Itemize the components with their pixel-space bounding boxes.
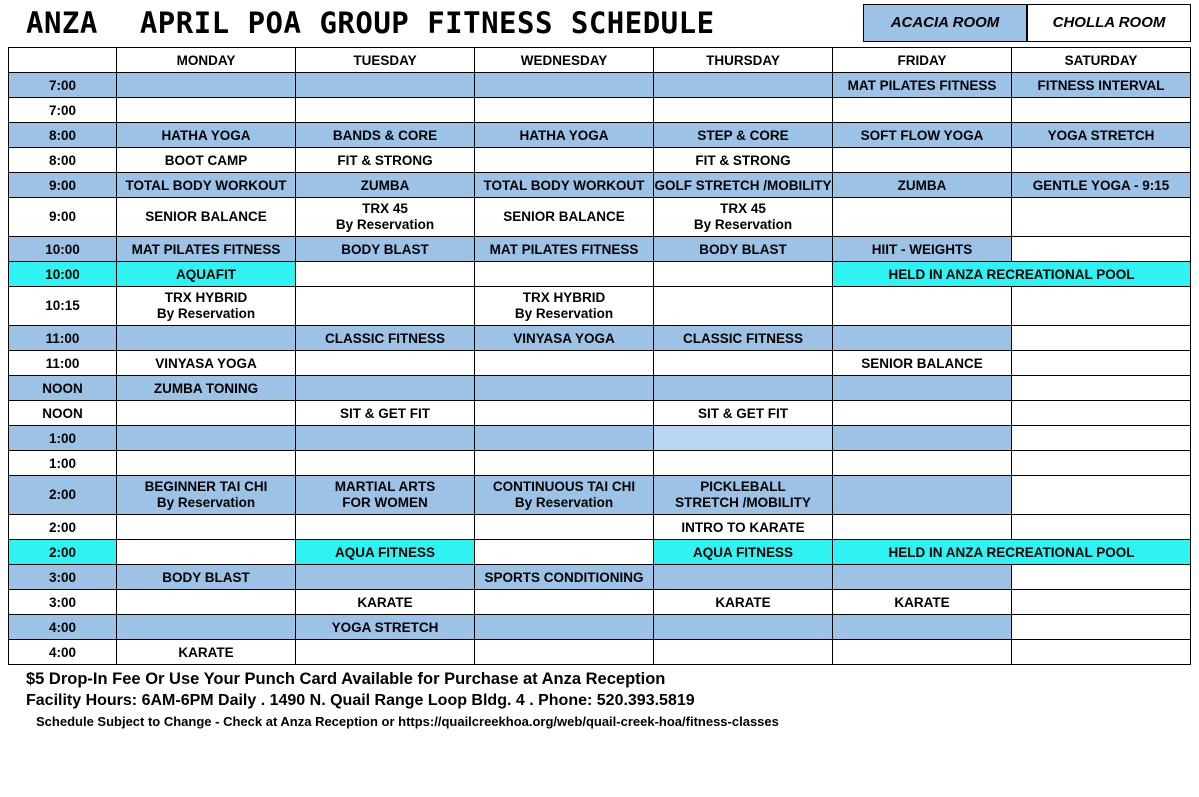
table-row bbox=[9, 515, 1191, 540]
class-cell: TOTAL BODY WORKOUT bbox=[475, 173, 654, 198]
day-header-thursday: THURSDAY bbox=[654, 48, 833, 73]
class-cell bbox=[475, 590, 654, 615]
class-cell: MAT PILATES FITNESS bbox=[475, 237, 654, 262]
class-cell bbox=[1012, 426, 1191, 451]
time-cell: 7:00 bbox=[9, 73, 117, 98]
day-header-tuesday: TUESDAY bbox=[296, 48, 475, 73]
class-cell bbox=[1012, 451, 1191, 476]
class-cell: BODY BLAST bbox=[296, 237, 475, 262]
class-cell bbox=[1012, 590, 1191, 615]
class-cell bbox=[654, 451, 833, 476]
page-title bbox=[8, 4, 715, 40]
class-cell bbox=[475, 287, 654, 326]
room-legend bbox=[863, 4, 1191, 42]
class-note: STRETCH /MOBILITY bbox=[675, 495, 811, 510]
class-cell bbox=[654, 351, 833, 376]
class-cell bbox=[475, 401, 654, 426]
table-row bbox=[9, 615, 1191, 640]
class-cell: SOFT FLOW YOGA bbox=[833, 123, 1012, 148]
class-name: CONTINUOUS TAI CHI bbox=[492, 479, 636, 494]
table-row bbox=[9, 476, 1191, 515]
corner-cell bbox=[9, 48, 117, 73]
time-cell: 1:00 bbox=[9, 426, 117, 451]
class-cell bbox=[475, 451, 654, 476]
time-cell: 10:00 bbox=[9, 237, 117, 262]
class-name: TRX HYBRID bbox=[164, 290, 248, 305]
page-header bbox=[8, 4, 1191, 46]
class-cell bbox=[117, 326, 296, 351]
class-cell bbox=[833, 287, 1012, 326]
class-cell: VINYASA YOGA bbox=[117, 351, 296, 376]
class-cell bbox=[1012, 237, 1191, 262]
time-cell: 10:00 bbox=[9, 262, 117, 287]
class-cell bbox=[296, 515, 475, 540]
table-row bbox=[9, 451, 1191, 476]
class-cell bbox=[833, 640, 1012, 665]
class-cell bbox=[1012, 326, 1191, 351]
table-row bbox=[9, 565, 1191, 590]
class-cell bbox=[654, 426, 833, 451]
class-cell: ZUMBA bbox=[833, 173, 1012, 198]
table-row bbox=[9, 590, 1191, 615]
time-cell: 7:00 bbox=[9, 98, 117, 123]
class-cell bbox=[1012, 376, 1191, 401]
class-cell bbox=[296, 287, 475, 326]
class-cell: BODY BLAST bbox=[117, 565, 296, 590]
time-cell: 2:00 bbox=[9, 476, 117, 515]
class-cell: ZUMBA bbox=[296, 173, 475, 198]
class-cell bbox=[654, 198, 833, 237]
class-cell bbox=[654, 262, 833, 287]
class-cell bbox=[475, 262, 654, 287]
footer bbox=[8, 668, 1191, 732]
class-cell bbox=[654, 287, 833, 326]
table-row bbox=[9, 540, 1191, 565]
class-cell bbox=[117, 540, 296, 565]
class-cell: HELD IN ANZA RECREATIONAL POOL bbox=[833, 540, 1191, 565]
class-cell bbox=[833, 615, 1012, 640]
class-name: TRX HYBRID bbox=[522, 290, 606, 305]
class-cell bbox=[475, 615, 654, 640]
class-cell bbox=[296, 262, 475, 287]
class-cell bbox=[833, 148, 1012, 173]
time-cell: 8:00 bbox=[9, 148, 117, 173]
class-cell: SPORTS CONDITIONING bbox=[475, 565, 654, 590]
time-cell: 2:00 bbox=[9, 540, 117, 565]
class-cell bbox=[1012, 615, 1191, 640]
footer-hours-line: Facility Hours: 6AM-6PM Daily . 1490 N. Quail Range Loop Bldg. 4 . Phone: 520.393.5819 bbox=[26, 692, 695, 709]
class-cell bbox=[117, 401, 296, 426]
class-cell bbox=[654, 376, 833, 401]
class-cell: STEP & CORE bbox=[654, 123, 833, 148]
page-title-main: APRIL POA GROUP FITNESS SCHEDULE bbox=[139, 6, 715, 40]
class-note: By Reservation bbox=[693, 217, 793, 232]
class-cell: YOGA STRETCH bbox=[296, 615, 475, 640]
class-cell bbox=[117, 451, 296, 476]
time-cell: 9:00 bbox=[9, 173, 117, 198]
class-cell bbox=[654, 98, 833, 123]
day-header-friday: FRIDAY bbox=[833, 48, 1012, 73]
time-cell: 2:00 bbox=[9, 515, 117, 540]
class-cell: AQUA FITNESS bbox=[654, 540, 833, 565]
class-cell bbox=[833, 426, 1012, 451]
footer-fee-line: $5 Drop-In Fee Or Use Your Punch Card Available for Purchase at Anza Reception bbox=[26, 670, 666, 688]
class-cell bbox=[654, 476, 833, 515]
class-cell bbox=[296, 198, 475, 237]
time-cell: 1:00 bbox=[9, 451, 117, 476]
class-cell: SENIOR BALANCE bbox=[475, 198, 654, 237]
table-body bbox=[9, 73, 1191, 665]
time-cell: NOON bbox=[9, 401, 117, 426]
class-cell bbox=[296, 476, 475, 515]
class-cell bbox=[654, 615, 833, 640]
class-cell bbox=[296, 565, 475, 590]
class-cell: GENTLE YOGA - 9:15 bbox=[1012, 173, 1191, 198]
table-row bbox=[9, 326, 1191, 351]
day-header-wednesday: WEDNESDAY bbox=[475, 48, 654, 73]
class-name: BEGINNER TAI CHI bbox=[144, 479, 268, 494]
class-cell: SENIOR BALANCE bbox=[117, 198, 296, 237]
class-cell bbox=[833, 451, 1012, 476]
class-cell bbox=[833, 476, 1012, 515]
class-cell bbox=[117, 98, 296, 123]
class-note: By Reservation bbox=[514, 306, 614, 321]
table-row bbox=[9, 426, 1191, 451]
class-cell bbox=[117, 476, 296, 515]
class-cell: AQUA FITNESS bbox=[296, 540, 475, 565]
day-header-saturday: SATURDAY bbox=[1012, 48, 1191, 73]
class-cell bbox=[1012, 351, 1191, 376]
class-cell bbox=[475, 640, 654, 665]
class-cell: TOTAL BODY WORKOUT bbox=[117, 173, 296, 198]
time-cell: 11:00 bbox=[9, 351, 117, 376]
class-name: TRX 45 bbox=[362, 201, 408, 216]
class-cell bbox=[475, 476, 654, 515]
class-cell: CLASSIC FITNESS bbox=[654, 326, 833, 351]
class-cell bbox=[1012, 98, 1191, 123]
room-label-cholla: CHOLLA ROOM bbox=[1027, 4, 1191, 42]
class-cell: HELD IN ANZA RECREATIONAL POOL bbox=[833, 262, 1191, 287]
footer-disclaimer-line: Schedule Subject to Change - Check at Anza Reception or https://quailcreekhoa.org/web/quail-creek-hoa/fitness-classes bbox=[36, 714, 779, 729]
time-cell: 9:00 bbox=[9, 198, 117, 237]
table-row bbox=[9, 123, 1191, 148]
table-row bbox=[9, 173, 1191, 198]
fitness-schedule-table bbox=[8, 47, 1191, 665]
class-cell bbox=[1012, 148, 1191, 173]
class-cell bbox=[475, 376, 654, 401]
class-cell bbox=[117, 615, 296, 640]
class-cell bbox=[1012, 198, 1191, 237]
table-row bbox=[9, 401, 1191, 426]
class-cell: FIT & STRONG bbox=[654, 148, 833, 173]
table-row bbox=[9, 640, 1191, 665]
class-cell: BANDS & CORE bbox=[296, 123, 475, 148]
class-note: By Reservation bbox=[514, 495, 614, 510]
class-name: TRX 45 bbox=[720, 201, 766, 216]
class-cell: SIT & GET FIT bbox=[654, 401, 833, 426]
class-cell: BODY BLAST bbox=[654, 237, 833, 262]
day-header-monday: MONDAY bbox=[117, 48, 296, 73]
class-cell: VINYASA YOGA bbox=[475, 326, 654, 351]
class-cell bbox=[654, 640, 833, 665]
class-cell bbox=[296, 640, 475, 665]
table-row bbox=[9, 148, 1191, 173]
class-cell bbox=[833, 198, 1012, 237]
class-cell bbox=[296, 426, 475, 451]
class-cell bbox=[833, 565, 1012, 590]
class-cell: HATHA YOGA bbox=[475, 123, 654, 148]
table-row bbox=[9, 198, 1191, 237]
class-cell: KARATE bbox=[296, 590, 475, 615]
class-cell: KARATE bbox=[833, 590, 1012, 615]
class-cell bbox=[475, 351, 654, 376]
class-cell bbox=[296, 351, 475, 376]
class-cell bbox=[1012, 476, 1191, 515]
class-name: MARTIAL ARTS bbox=[334, 479, 436, 494]
class-cell bbox=[1012, 401, 1191, 426]
time-cell: 3:00 bbox=[9, 565, 117, 590]
class-cell: BOOT CAMP bbox=[117, 148, 296, 173]
class-cell bbox=[296, 376, 475, 401]
table-row bbox=[9, 73, 1191, 98]
class-note: By Reservation bbox=[335, 217, 435, 232]
time-cell: 4:00 bbox=[9, 640, 117, 665]
class-cell: INTRO TO KARATE bbox=[654, 515, 833, 540]
class-cell bbox=[1012, 287, 1191, 326]
room-label-acacia: ACACIA ROOM bbox=[863, 4, 1027, 42]
class-cell: CLASSIC FITNESS bbox=[296, 326, 475, 351]
class-cell: KARATE bbox=[654, 590, 833, 615]
class-cell bbox=[833, 401, 1012, 426]
class-cell: SIT & GET FIT bbox=[296, 401, 475, 426]
class-cell: HATHA YOGA bbox=[117, 123, 296, 148]
table-header-row bbox=[9, 48, 1191, 73]
class-cell bbox=[296, 451, 475, 476]
class-cell: YOGA STRETCH bbox=[1012, 123, 1191, 148]
class-cell bbox=[654, 73, 833, 98]
table-row bbox=[9, 262, 1191, 287]
class-cell bbox=[117, 590, 296, 615]
class-note: By Reservation bbox=[156, 306, 256, 321]
class-note: By Reservation bbox=[156, 495, 256, 510]
class-cell: ZUMBA TONING bbox=[117, 376, 296, 401]
time-cell: 4:00 bbox=[9, 615, 117, 640]
class-cell bbox=[296, 98, 475, 123]
class-cell bbox=[475, 426, 654, 451]
class-cell: SENIOR BALANCE bbox=[833, 351, 1012, 376]
table-row bbox=[9, 351, 1191, 376]
time-cell: NOON bbox=[9, 376, 117, 401]
class-cell: GOLF STRETCH /MOBILITY bbox=[654, 173, 833, 198]
class-cell bbox=[117, 287, 296, 326]
table-row bbox=[9, 287, 1191, 326]
class-cell bbox=[475, 515, 654, 540]
class-cell bbox=[117, 73, 296, 98]
class-cell bbox=[296, 73, 475, 98]
time-cell: 10:15 bbox=[9, 287, 117, 326]
class-cell: HIIT - WEIGHTS bbox=[833, 237, 1012, 262]
table-row bbox=[9, 98, 1191, 123]
time-cell: 3:00 bbox=[9, 590, 117, 615]
class-cell bbox=[833, 98, 1012, 123]
class-cell bbox=[475, 148, 654, 173]
class-cell bbox=[833, 515, 1012, 540]
table-row bbox=[9, 376, 1191, 401]
table-row bbox=[9, 237, 1191, 262]
class-cell bbox=[1012, 640, 1191, 665]
time-cell: 11:00 bbox=[9, 326, 117, 351]
class-cell bbox=[117, 515, 296, 540]
class-cell bbox=[1012, 565, 1191, 590]
class-cell bbox=[654, 565, 833, 590]
class-cell bbox=[475, 73, 654, 98]
class-note: FOR WOMEN bbox=[342, 495, 428, 510]
class-cell bbox=[833, 376, 1012, 401]
class-cell bbox=[475, 98, 654, 123]
page-title-prefix: ANZA bbox=[26, 6, 98, 40]
class-cell bbox=[1012, 515, 1191, 540]
class-cell: MAT PILATES FITNESS bbox=[833, 73, 1012, 98]
class-name: PICKLEBALL bbox=[700, 479, 786, 494]
class-cell bbox=[833, 326, 1012, 351]
class-cell: FITNESS INTERVAL bbox=[1012, 73, 1191, 98]
class-cell: KARATE bbox=[117, 640, 296, 665]
class-cell bbox=[475, 540, 654, 565]
class-cell bbox=[117, 426, 296, 451]
time-cell: 8:00 bbox=[9, 123, 117, 148]
class-cell: MAT PILATES FITNESS bbox=[117, 237, 296, 262]
class-cell: FIT & STRONG bbox=[296, 148, 475, 173]
class-cell: AQUAFIT bbox=[117, 262, 296, 287]
